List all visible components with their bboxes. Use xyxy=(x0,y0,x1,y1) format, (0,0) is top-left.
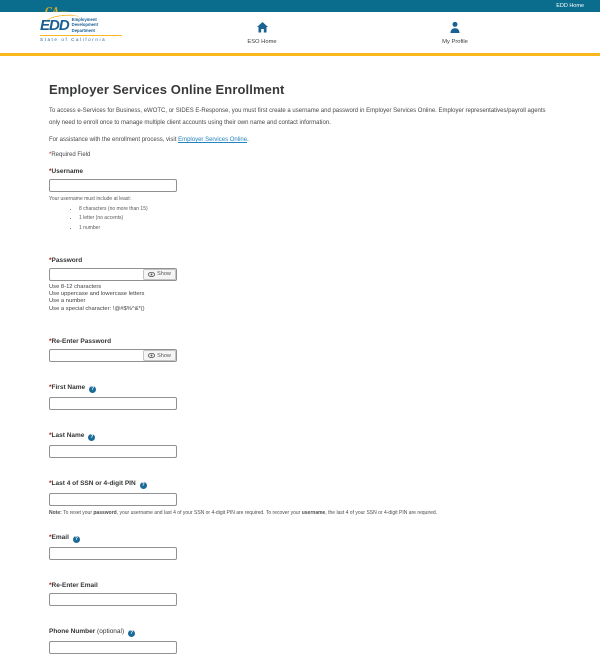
help-icon[interactable]: ? xyxy=(91,386,95,393)
edd-logo-line: Development xyxy=(71,22,98,28)
note-part: To reset your xyxy=(61,510,94,517)
password-requirement: Use a number xyxy=(49,298,86,305)
first-name-label-text: First Name xyxy=(51,384,86,392)
password-requirements xyxy=(49,284,551,314)
email-label xyxy=(49,534,551,543)
edd-logo-tagline: State of California xyxy=(40,35,122,43)
note-part-bold: password xyxy=(93,510,117,517)
enrollment-page xyxy=(0,56,600,654)
required-asterisk: * xyxy=(49,582,52,590)
last-name-label xyxy=(49,432,551,441)
username-field-group xyxy=(49,168,551,231)
reenter-email-input[interactable] xyxy=(49,593,177,606)
edd-logo-acronym: EDD xyxy=(40,16,69,34)
username-requirement: • 8 characters (no more than 15) xyxy=(79,206,551,212)
eye-icon xyxy=(148,272,155,277)
nav-item-label: My Profile xyxy=(442,39,468,45)
reenter-password-field-group xyxy=(49,338,551,362)
first-name-input[interactable] xyxy=(49,397,177,410)
person-icon xyxy=(423,21,487,34)
required-asterisk: * xyxy=(49,168,52,175)
phone-label xyxy=(49,628,551,637)
note-part: , the last 4 of your SSN or 4-digit PIN are required. xyxy=(325,510,438,517)
username-requirement: • 1 letter (no accents) xyxy=(79,215,551,221)
reenter-password-label-text: Re-Enter Password xyxy=(51,338,112,346)
email-label-text: Email xyxy=(51,534,69,542)
phone-optional-text: (optional) xyxy=(97,628,125,636)
username-input[interactable] xyxy=(49,179,177,192)
first-name-label xyxy=(49,384,551,393)
username-requirements-list xyxy=(79,206,551,231)
required-asterisk: * xyxy=(49,256,52,264)
nav-item-label: ESO Home xyxy=(247,39,277,45)
password-label-text: Password xyxy=(51,256,83,264)
show-reenter-password-button[interactable] xyxy=(143,350,176,361)
help-icon[interactable]: ? xyxy=(141,482,145,489)
home-icon xyxy=(230,21,294,34)
edd-logo[interactable] xyxy=(40,17,122,42)
required-asterisk: * xyxy=(49,432,52,440)
phone-input[interactable] xyxy=(49,641,177,654)
required-field-note xyxy=(49,152,551,158)
username-label xyxy=(49,168,551,175)
page-title: Employer Services Online Enrollment xyxy=(49,82,285,97)
note-part-bold: username xyxy=(301,510,326,517)
employer-services-online-link[interactable]: Employer Services Online xyxy=(178,137,248,143)
last-name-field-group xyxy=(49,432,551,458)
ssn-pin-label xyxy=(49,480,551,489)
help-icon[interactable]: ? xyxy=(130,630,134,637)
required-asterisk: * xyxy=(49,384,52,392)
username-label-text: Username xyxy=(51,168,83,175)
ssn-pin-field-group xyxy=(49,480,551,516)
edd-home-link[interactable]: EDD Home xyxy=(556,3,584,9)
first-name-field-group xyxy=(49,384,551,410)
password-requirement: Use 8-12 characters xyxy=(49,283,102,290)
show-button-label: Show xyxy=(157,271,171,277)
ssn-pin-label-text: Last 4 of SSN or 4-digit PIN xyxy=(51,480,136,488)
reenter-password-label xyxy=(49,338,551,345)
password-field-group xyxy=(49,257,551,314)
state-header-bar xyxy=(0,0,600,12)
required-asterisk: * xyxy=(49,338,52,346)
help-icon[interactable]: ? xyxy=(90,434,94,441)
site-navbar xyxy=(0,12,600,53)
assistance-period: . xyxy=(247,137,249,143)
last-name-label-text: Last Name xyxy=(51,432,85,440)
password-requirement: Use a special character: !@#$%^&*() xyxy=(49,305,145,312)
username-hint-title: Your username must include at least: xyxy=(49,196,132,202)
ssn-pin-input[interactable] xyxy=(49,493,177,506)
reenter-email-field-group xyxy=(49,582,551,606)
required-asterisk: * xyxy=(49,152,52,158)
show-button-label: Show xyxy=(157,352,171,359)
note-label: Note: xyxy=(49,510,62,517)
edd-logo-line: Department xyxy=(71,27,95,33)
required-asterisk: * xyxy=(49,534,52,542)
assistance-text: For assistance with the enrollment process, visit xyxy=(49,137,179,143)
phone-field-group xyxy=(49,628,551,654)
help-icon[interactable]: ? xyxy=(74,536,78,543)
phone-label-text: Phone Number xyxy=(49,628,96,636)
email-field-group xyxy=(49,534,551,560)
required-asterisk: * xyxy=(49,480,52,488)
eye-icon xyxy=(148,353,155,358)
reenter-email-label xyxy=(49,582,551,589)
username-requirement: • 1 number xyxy=(79,225,551,231)
email-input[interactable] xyxy=(49,547,177,560)
edd-logo-line: Employment xyxy=(71,17,97,22)
reenter-email-label-text: Re-Enter Email xyxy=(51,582,98,590)
required-field-text: Required Field xyxy=(51,152,91,158)
nav-item-my-profile[interactable] xyxy=(423,21,487,45)
note-part: , your username and last 4 of your SSN or 4-digit PIN are required. To recover your xyxy=(116,510,302,517)
intro-paragraph: To access e-Services for Business, eWOTC, or SIDES E-Response, you must first create a username and password in Employer Services Online. Employer representatives/payroll agents only need to enroll once to manage multiple client accounts using their own name and contact information. xyxy=(49,108,546,126)
last-name-input[interactable] xyxy=(49,445,177,458)
password-requirement: Use uppercase and lowercase letters xyxy=(49,290,145,297)
show-password-button[interactable] xyxy=(143,269,176,280)
password-label xyxy=(49,257,551,264)
ssn-note xyxy=(49,510,551,516)
nav-item-eso-home[interactable] xyxy=(230,21,294,45)
assistance-line xyxy=(49,134,551,146)
